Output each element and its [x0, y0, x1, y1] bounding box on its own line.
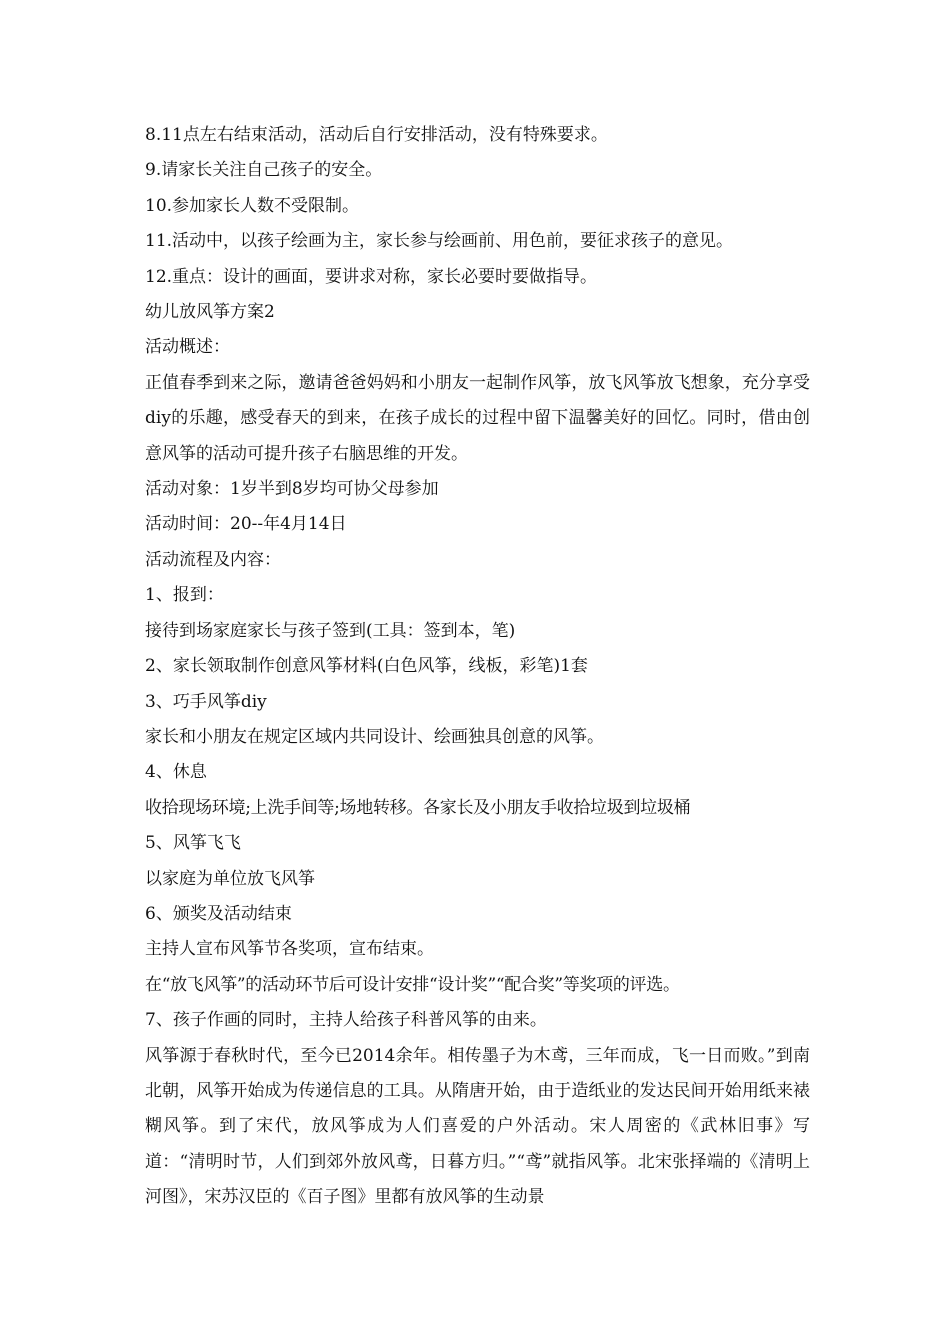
activity-audience: 活动对象：1岁半到8岁均可协父母参加: [145, 479, 439, 500]
paragraph-parent-count: 10.参加家长人数不受限制。: [145, 195, 360, 216]
activity-time: 活动时间：20--年4月14日: [145, 514, 347, 535]
kite-history-text: 风筝源于春秋时代，至今已2014余年。相传墨子为木鸢，三年而成，飞一日而败。”到南北朝，风筝开始成为传递信息的工具。从隋唐开始，由于造纸业的发达民间开始用纸来裱糊风筝。到了宋代，放风筝成为人们喜爱的户外活动。宋人周密的《武林旧事》写道：“清明时节，人们到郊外放风鸢，日暮方归。”“鸢”就指风筝。北宋张择端的《清明上河图》，宋苏汉臣的《百子图》里都有放风筝的生动景: [145, 1045, 810, 1208]
step-6-heading: 6、颁奖及活动结束: [145, 903, 292, 924]
step-3-heading: 3、巧手风筝diy: [145, 691, 267, 712]
step-6-text: 主持人宣布风筝节各奖项，宣布结束。: [145, 939, 434, 960]
section-title: 幼儿放风筝方案2: [145, 302, 275, 323]
step-7-heading: 7、孩子作画的同时，主持人给孩子科普风筝的由来。: [145, 1010, 547, 1031]
step-1-heading: 1、报到：: [145, 585, 224, 606]
process-heading: 活动流程及内容：: [145, 549, 281, 570]
step-5-heading: 5、风筝飞飞: [145, 833, 241, 854]
overview-text: 正值春季到来之际，邀请爸爸妈妈和小朋友一起制作风筝，放飞风筝放飞想象，充分享受diy的乐趣，感受春天的到来，在孩子成长的过程中留下温馨美好的回忆。同时，借由创意风筝的活动可提升孩子右脑思维的开发。: [145, 372, 810, 464]
paragraph-child-drawing: 11.活动中，以孩子绘画为主，家长参与绘画前、用色前，要征求孩子的意见。: [145, 231, 734, 252]
document-body: [145, 118, 810, 1216]
step-1-text: 接待到场家庭家长与孩子签到(工具：签到本，笔): [145, 620, 516, 641]
overview-heading: 活动概述：: [145, 337, 230, 358]
step-4-heading: 4、休息: [145, 762, 207, 783]
paragraph-key-point: 12.重点：设计的画面，要讲求对称，家长必要时要做指导。: [145, 266, 598, 287]
step-3-text: 家长和小朋友在规定区域内共同设计、绘画独具创意的风筝。: [145, 726, 604, 747]
step-2-heading: 2、家长领取制作创意风筝材料(白色风筝，线板，彩笔)1套: [145, 656, 588, 677]
paragraph-end-time: 8.11点左右结束活动，活动后自行安排活动，没有特殊要求。: [145, 125, 608, 145]
step-5-text: 以家庭为单位放飞风筝: [145, 868, 315, 889]
paragraph-safety: 9.请家长关注自己孩子的安全。: [145, 160, 383, 181]
awards-note: 在“放飞风筝”的活动环节后可设计安排“设计奖”“配合奖”等奖项的评选。: [145, 974, 680, 995]
step-4-text: 收拾现场环境;上洗手间等;场地转移。各家长及小朋友手收拾垃圾到垃圾桶: [145, 797, 691, 818]
